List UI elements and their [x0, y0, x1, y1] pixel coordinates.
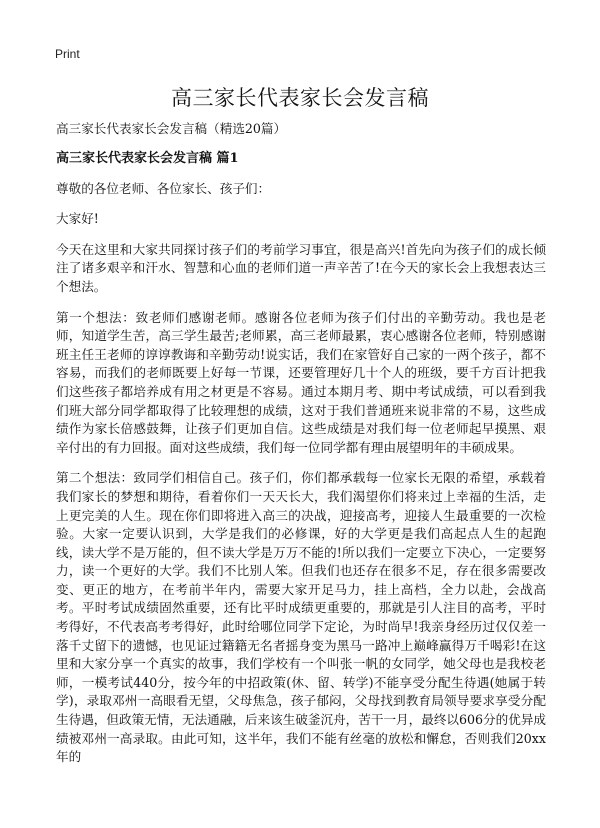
paragraph-first-thought: 第一个想法：致老师们感谢老师。感谢各位老师为孩子们付出的辛勤劳动。我也是老师，知道学生苦，高三学生最苦;老师累，高三老师最累，衷心感谢各位老师，特别感谢班主任王老师的谆谆教诲和辛勤劳动!说实话，我们在家管好自己家的一两个孩子，都不容易，而我们的老师既要上好每一节课，还要管理好几十个人的班级，要千方百计把我们这些孩子都培养成有用之材更是不容易。通过本期月考、期中考试成绩，可以看到我们班大部分同学都取得了比较理想的成绩，这对于我们普通班来说非常的不易，这些成绩作为家长倍感鼓舞，让孩子们更加自信。这些成绩是对我们每一位老师起早摸黑、艰辛付出的有力回报。面对这些成绩，我们每一位同学都有理由展望明年的丰硕成果。 — [56, 309, 546, 455]
print-link[interactable]: Print — [55, 47, 80, 61]
paragraph-intro: 今天在这里和大家共同探讨孩子们的考前学习事宜，很是高兴!首先向为孩子们的成长倾注了诸多艰辛和汗水、智慧和心血的老师们道一声辛苦了!在今天的家长会上我想表达三个想法。 — [56, 241, 546, 294]
salutation: 尊敬的各位老师、各位家长、孩子们： — [56, 180, 271, 196]
document-body — [56, 120, 546, 779]
section-heading: 高三家长代表家长会发言稿 篇1 — [56, 150, 239, 166]
greeting: 大家好! — [56, 211, 99, 227]
paragraph-second-thought: 第二个想法：致同学们相信自己。孩子们，你们都承载每一位家长无限的希望，承载着我们家长的梦想和期待，看着你们一天天长大，我们渴望你们将来过上幸福的生活，走上更完美的人生。现在你们即将进入高三的决战，迎接高考，迎接人生最重要的一次检验。大家一定要认识到，大学是我们的必修课，好的大学更是我们高起点人生的起跑线，读大学不是万能的，但不读大学是万万不能的!所以我们一定要立下决心，一定要努力，读一个更好的大学。我们不比别人笨。但我们也还存在很多不足，存在很多需要改变、更正的地方，在考前半年内，需要大家开足马力，挂上高档，全力以赴，会战高考。平时考试成绩固然重要，还有比平时成绩更重要的，那就是引人注目的高考，平时考得好，不代表高考考得好，此时给哪位同学下定论，为时尚早!我亲身经历过仅仅差一落千丈留下的遗憾，也见证过籍籍无名者摇身变为黑马一路冲上巅峰赢得万千喝彩!在这里和大家分享一个真实的故事，我们学校有一个叫张一帆的女同学，她父母也是我校老师，一模考试440分，按今年的中招政策(休、留、转学)不能享受分配生待遇(她属于转学)，录取邓州一高眼看无望，父母焦急，孩子郁闷，父母找到教育局领导要求享受分配生待遇，但政策无情，无法通融，后来该生破釜沉舟，苦干一月，最终以606分的优异成绩被邓州一高录取。由此可知，这半年，我们不能有丝毫的放松和懈怠，否则我们20xx年的 — [56, 470, 547, 765]
document-subtitle: 高三家长代表家长会发言稿（精选20篇） — [56, 121, 287, 136]
page-title: 高三家长代表家长会发言稿 — [171, 86, 429, 110]
